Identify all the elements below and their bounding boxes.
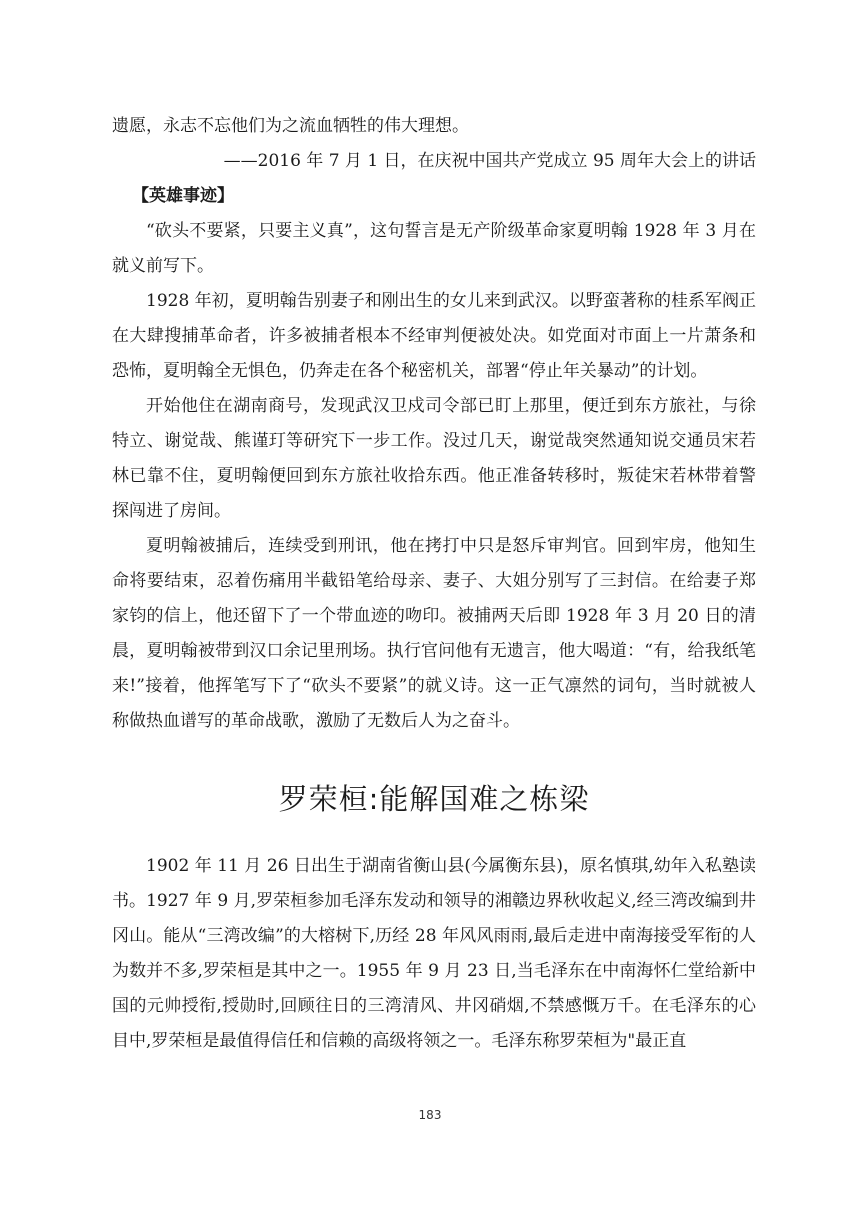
paragraph: 开始他住在湖南商号，发现武汉卫戍司令部已盯上那里，便迁到东方旅社，与徐特立、谢觉哉、熊谨玎等研究下一步工作。没过几天，谢觉哉突然通知说交通员宋若林已靠不住，夏明翰便回到东方旅社收拾东西。他正准备转移时，叛徒宋若林带着警探闯进了房间。 xyxy=(112,396,756,521)
section-tag-hero-deeds: 【英雄事迹】 xyxy=(132,186,234,206)
continuation-text: 遗愿，永志不忘他们为之流血牺牲的伟大理想。 xyxy=(112,116,469,136)
paragraph: 夏明翰被捕后，连续受到刑讯，他在拷打中只是怒斥审判官。回到牢房，他知生命将要结束，忍着伤痛用半截铅笔给母亲、妻子、大姐分别写了三封信。在给妻子郑家钧的信上，他还留下了一个带血迹的吻印。被捕两天后即 1928 年 3 月 20 日的清晨，夏明翰被带到汉口余记里刑场。执行官问他有无遗言，他大喝道：“有，给我纸笔来!”接着，他挥笔写下了“砍头不要紧”的就义诗。这一正气凛然的词句，当时就被人称做热血谱写的革命战歌，激励了无数后人为之奋斗。 xyxy=(112,536,756,731)
paragraph: 1902 年 11 月 26 日出生于湖南省衡山县(今属衡东县)，原名慎琪,幼年入私塾读书。1927 年 9 月,罗荣桓参加毛泽东发动和领导的湘赣边界秋收起义,经三湾改编到井冈山。能从“三湾改编”的大榕树下,历经 28 年风风雨雨,最后走进中南海接受军衔的人为数并不多,罗荣桓是其中之一。1955 年 9 月 23 日,当毛泽东在中南海怀仁堂给新中国的元帅授衔,授勋时,回顾往日的三湾清风、井冈硝烟,不禁感慨万千。在毛泽东的心目中,罗荣桓是最值得信任和信赖的高级将领之一。毛泽东称罗荣桓为"最正直 xyxy=(112,856,756,1051)
page-content xyxy=(112,109,756,1059)
paragraph: 1928 年初，夏明翰告别妻子和刚出生的女儿来到武汉。以野蛮著称的桂系军阀正在大肆搜捕革命者，许多被捕者根本不经审判便被处决。如党面对市面上一片萧条和恐怖，夏明翰全无惧色，仍奔走在各个秘密机关，部署“停止年关暴动”的计划。 xyxy=(112,291,756,381)
page-number: 183 xyxy=(418,1108,442,1122)
quote-source: ——2016 年 7 月 1 日，在庆祝中国共产党成立 95 周年大会上的讲话 xyxy=(223,151,756,171)
section-heading: 罗荣桓:能解国难之栋梁 xyxy=(278,782,590,816)
paragraph: “砍头不要紧，只要主义真”，这句誓言是无产阶级革命家夏明翰 1928 年 3 月在就义前写下。 xyxy=(112,221,756,276)
